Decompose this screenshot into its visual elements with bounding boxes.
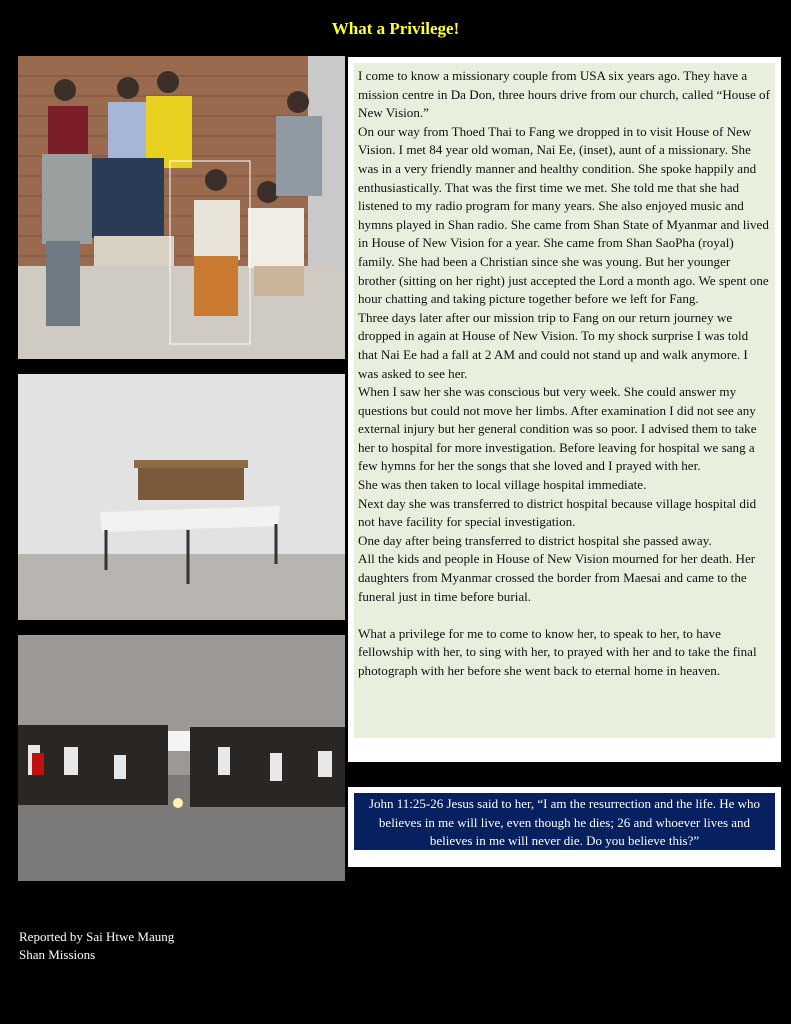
- article-paragraph: One day after being transferred to district hospital she passed away.: [358, 532, 712, 548]
- article-paragraph: All the kids and people in House of New Vision mourned for her death. Her daughters from Myanmar crossed the border from Maesai and came to the funeral just in time before burial.: [358, 551, 756, 604]
- reporter-name: Reported by Sai Htwe Maung: [19, 929, 175, 944]
- article-paragraph: When I saw her she was conscious but very week. She could answer my questions but could not move her limbs. After examination I did not see any external injury but her general condition was so poor. I advised them to take her to hospital for more investigation. Before leaving for hospital we sang a few hymns for her the songs that she loved and I prayed with her.: [358, 384, 757, 474]
- footer: [19, 928, 174, 964]
- article-closing: What a privilege for me to come to know her, to speak to her, to have fellowship with her, to sing with her, to prayed with her and to take the final photograph with her before she went back to eternal home in heaven.: [358, 625, 757, 678]
- article-paragraph: She was then taken to local village hospital immediate.: [358, 477, 647, 493]
- page-title: What a Privilege!: [331, 19, 460, 38]
- article-panel: [348, 57, 781, 762]
- article-paragraph: Three days later after our mission trip to Fang on our return journey we dropped in again at House of New Vision. To my shock surprise I was told that Nai Ee had a fall at 2 AM and could not stand up and walk anymore. I was asked to see her.: [358, 309, 749, 381]
- article-paragraph: Next day she was transferred to district hospital because village hospital did not have facility for special investigation.: [358, 495, 757, 530]
- article-paragraph: I come to know a missionary couple from USA six years ago. They have a mission centre in Da Don, three hours drive from our church, called “House of New Vision.”: [358, 68, 770, 121]
- casket-photo: [18, 374, 345, 620]
- article-paragraph: On our way from Thoed Thai to Fang we dropped in to visit House of New Vision. I met 84 year old woman, Nai Ee, (inset), aunt of a missionary. She was in a very friendly manner and healthy condition. She spoke happily and enthusiastically. That was the first time we met. She told me that she had listened to my radio program for many years. She also enjoyed music and hymns played in Shan radio. She came from Shan State of Myanmar and lived in House of New Vision for a year. She came from Shan SaoPha (royal) family. She had been a Christian since she was young. But her younger brother (sitting on her right) just accepted the Lord a month ago. We spent one hour chatting and taking picture together before we left for Fang.: [358, 123, 769, 307]
- bible-verse: John 11:25-26 Jesus said to her, “I am the resurrection and the life. He who believes in me will live, even though he dies; 26 and whoever lives and believes in me will never die. Do you believe this?”: [354, 793, 775, 850]
- article-text: [354, 63, 775, 738]
- verse-panel: [348, 787, 781, 867]
- organization-name: Shan Missions: [19, 947, 96, 962]
- funeral-gathering-photo: [18, 635, 345, 881]
- group-photo: [18, 56, 345, 359]
